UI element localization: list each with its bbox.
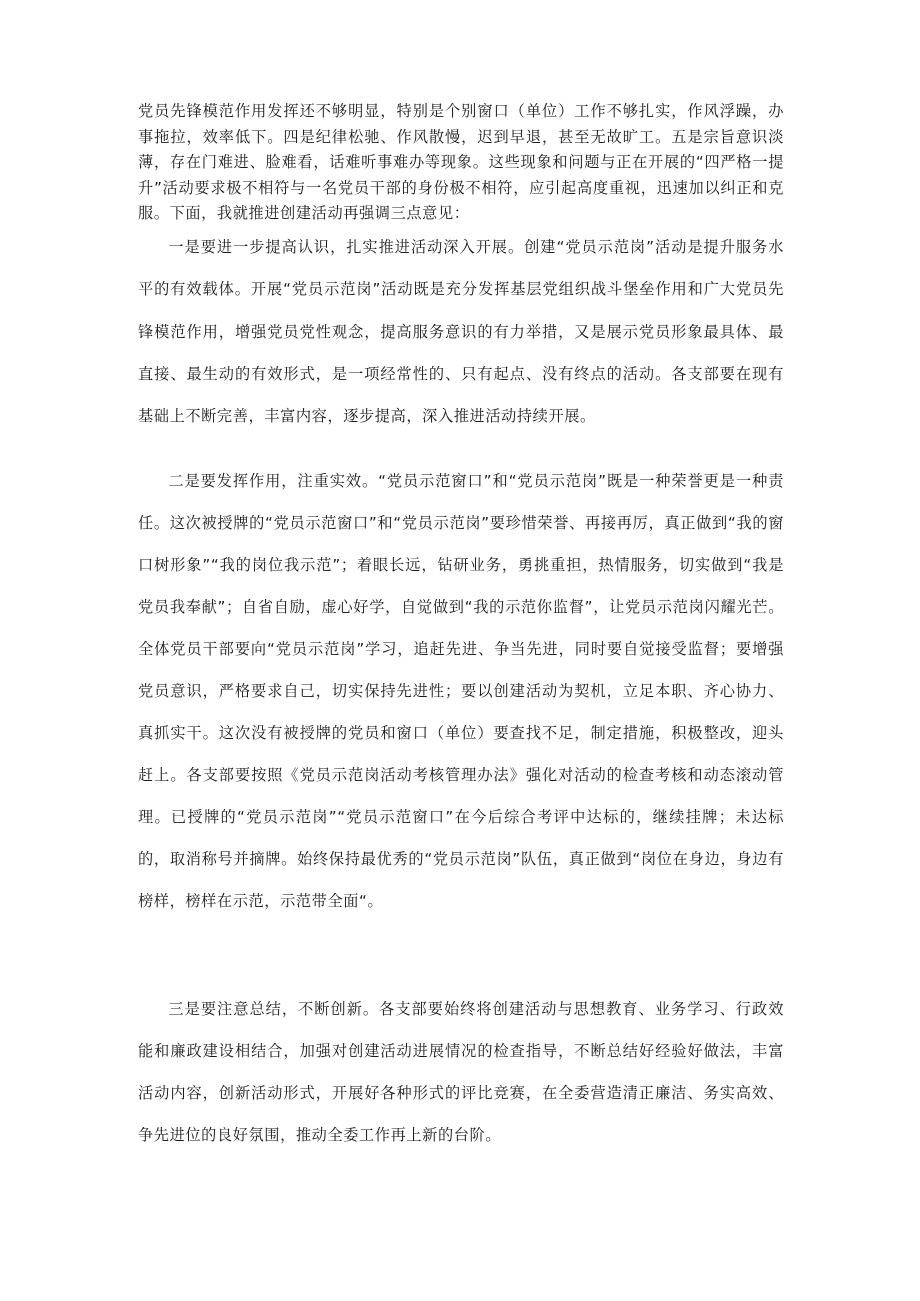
paragraph-point-three: 三是要注意总结，不断创新。各支部要始终将创建活动与思想教育、业务学习、行政效能和廉政建设相结合，加强对创建活动进展情况的检查指导，不断总结好经验好做法，丰富活动内容，创新活动形式，开展好各种形式的评比竞赛，在全委营造清正廉洁、务实高效、争先进位的良好氛围，推动全委工作再上新的台阶。 — [138, 1000, 784, 1144]
paragraph-point-one: 一是要进一步提高认识，扎实推进活动深入开展。创建“党员示范岗”活动是提升服务水平的有效载体。开展“党员示范岗”活动既是充分发挥基层党组织战斗堡垒作用和广大党员先锋模范作用，增强党员党性观念，提高服务意识的有力举措，又是展示党员形象最具体、最直接、最生动的有效形式，是一项经常性的、只有起点、没有终点的活动。各支部要在现有基础上不断完善，丰富内容，逐步提高，深入推进活动持续开展。 — [138, 238, 784, 426]
paragraph-intro: 党员先锋模范作用发挥还不够明显，特别是个别窗口（单位）工作不够扎实，作风浮躁，办事拖拉，效率低下。四是纪律松驰、作风散慢，迟到早退，甚至无故旷工。五是宗旨意识淡薄，存在门难进、脸难看，话难听事难办等现象。这些现象和问题与正在开展的“四严格一提升”活动要求极不相符与一名党员干部的身份极不相符，应引起高度重视，迅速加以纠正和克服。下面，我就推进创建活动再强调三点意见： — [138, 102, 784, 222]
paragraph-point-two: 二是要发挥作用，注重实效。“党员示范窗口”和“党员示范岗”既是一种荣誉更是一种责任。这次被授牌的“党员示范窗口”和“党员示范岗”要珍惜荣誉、再接再厉，真正做到“我的窗口树形象”“我的岗位我示范”；着眼长远，钻研业务，勇挑重担，热情服务，切实做到“我是党员我奉献”；自省自励，虚心好学，自觉做到“我的示范你监督”，让党员示范岗闪耀光芒。全体党员干部要向“党员示范岗”学习，追赶先进、争当先进，同时要自觉接受监督；要增强党员意识，严格要求自己，切实保持先进性；要以创建活动为契机，立足本职、齐心协力、真抓实干。这次没有被授牌的党员和窗口（单位）要查找不足，制定措施，积极整改，迎头赶上。各支部要按照《党员示范岗活动考核管理办法》强化对活动的检查考核和动态滚动管理。已授牌的“党员示范岗”“党员示范窗口”在今后综合考评中达标的，继续挂牌；未达标的，取消称号并摘牌。始终保持最优秀的“党员示范岗”队伍，真正做到“岗位在身边，身边有榜样，榜样在示范，示范带全面“。 — [138, 472, 784, 910]
